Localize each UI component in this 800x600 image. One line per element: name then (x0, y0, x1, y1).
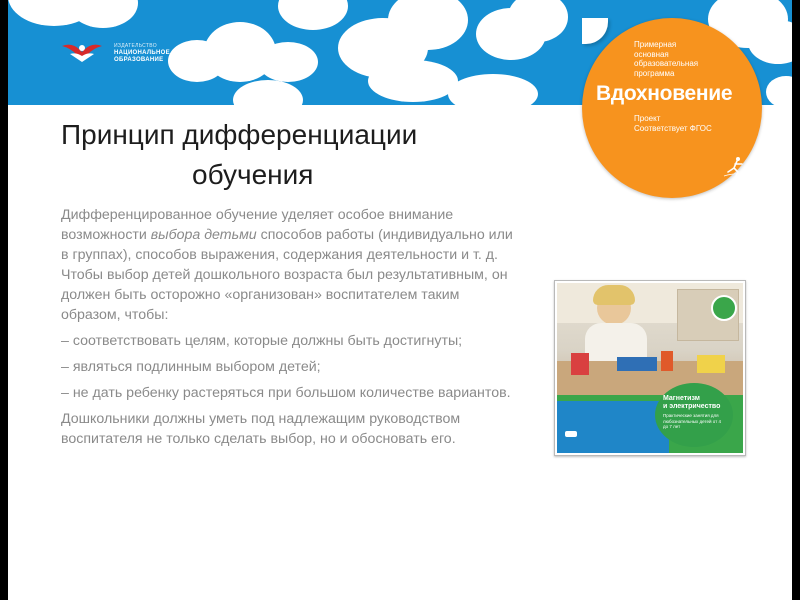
badge-title: Вдохновение (596, 82, 733, 105)
slide-title-line2: обучения (192, 159, 314, 190)
book-photo (557, 283, 743, 395)
list-item: – являться подлинным выбором детей; (61, 359, 321, 375)
runner-mark-icon (722, 156, 750, 178)
logo-publisher-line: ИЗДАТЕЛЬСТВО (114, 42, 157, 49)
program-badge (582, 18, 762, 198)
publisher-logo (60, 40, 170, 66)
badge-top-text (634, 40, 744, 78)
book-series-badge (711, 295, 737, 321)
list-item: – соответствовать целям, которые должны быть достигнуты; (61, 333, 463, 349)
slide (8, 0, 792, 600)
book-title-circle (655, 383, 733, 447)
text-span: Дифференцированное обучение уделяет особое внимание возможности (61, 207, 454, 243)
cloud-decoration (278, 0, 348, 30)
cloud-decoration (233, 80, 303, 105)
cloud-decoration (68, 0, 138, 28)
logo-text (114, 43, 170, 64)
logo-name-line2: ОБРАЗОВАНИЕ (114, 56, 164, 63)
emphasis-text: выбора детьми (150, 227, 257, 243)
badge-line: Проект (634, 114, 661, 123)
paragraph-intro (61, 205, 521, 325)
cloud-decoration (766, 76, 792, 105)
book-title-line: и электричество (663, 403, 721, 410)
book-subtitle: Практические занятия для любознательных детей от 4 до 7 лет (663, 413, 722, 429)
badge-line: программа (634, 68, 675, 78)
book-title-line: Магнетизм (663, 395, 700, 402)
badge-line: основная (634, 49, 669, 59)
badge-line: Примерная (634, 40, 677, 49)
cloud-decoration (258, 42, 318, 82)
paragraph-conclusion: Дошкольники должны уметь под надлежащим руководством воспитателя не только сделать выбор, но и обосновать его. (61, 411, 461, 447)
cloud-decoration (448, 74, 538, 105)
eagle-logo-icon (60, 40, 104, 66)
cloud-decoration (748, 20, 792, 64)
book-title (663, 395, 720, 411)
logo-name-line1: НАЦИОНАЛЬНОЕ (114, 49, 170, 56)
book-blue-band (557, 401, 669, 453)
badge-bottom-text (634, 114, 744, 133)
book-cover-image (554, 280, 746, 456)
slide-body-text (61, 205, 521, 455)
cloud-decoration (368, 60, 458, 102)
slide-title-line1: Принцип дифференциации (61, 119, 418, 150)
text-span: способов работы (индивидуально или в группах), способов выражения, содержания деятельности и т. д. Чтобы выбор детей дошкольного возраста был результативным, он должен быть осторожно «организован» воспитателем таким образом, чтобы: (61, 227, 513, 323)
list-item: – не дать ребенку растеряться при большом количестве вариантов. (61, 385, 511, 401)
badge-line: образовательная (634, 59, 699, 68)
book-publisher-logo (565, 431, 577, 437)
badge-line: Соответствует ФГОС (634, 123, 712, 133)
